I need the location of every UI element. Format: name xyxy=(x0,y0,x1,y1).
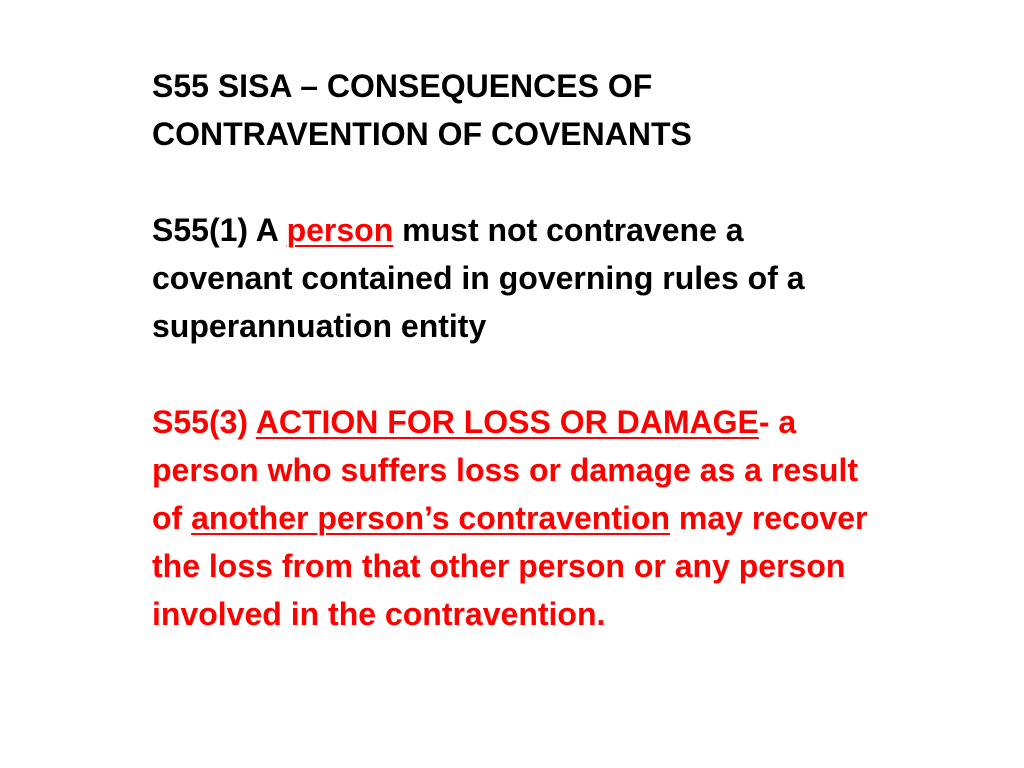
s55-3-emphasis: another person’s contravention xyxy=(191,500,670,536)
slide-heading xyxy=(152,62,892,158)
s55-1-prefix: S55(1) A xyxy=(152,212,287,248)
spacer xyxy=(152,158,892,206)
s55-3-text: - a person who suffers loss or damage as a result of xyxy=(152,404,858,536)
section-s55-3 xyxy=(152,398,892,638)
person-link[interactable]: person xyxy=(286,212,394,248)
s55-1-text: must not contravene a covenant contained in governing rules of a superannuation entity xyxy=(152,212,805,344)
heading-line-2: CONTRAVENTION OF COVENANTS xyxy=(152,116,692,152)
s55-3-end: may recover the loss from that other person or any person involved in the contravention. xyxy=(152,500,868,632)
slide-content xyxy=(152,62,892,638)
spacer xyxy=(152,350,892,398)
heading-line-1: S55 SISA – CONSEQUENCES OF xyxy=(152,68,653,104)
section-s55-1 xyxy=(152,206,892,350)
s55-3-title: ACTION FOR LOSS OR DAMAGE xyxy=(255,404,759,440)
s55-3-prefix: S55(3) xyxy=(152,404,256,440)
